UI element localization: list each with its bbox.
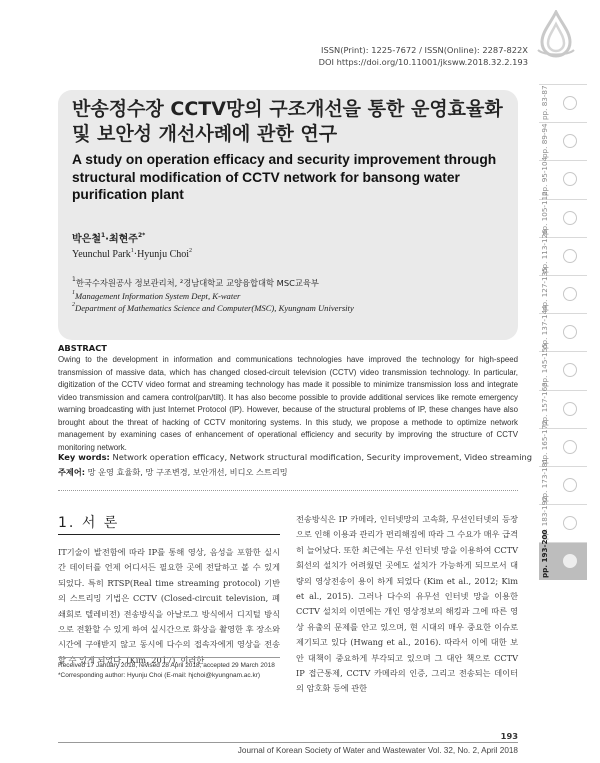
side-tab-label: pp. 165-172 [540,419,549,464]
circle-icon [563,478,577,492]
circle-icon [563,516,577,530]
circle-icon [563,134,577,148]
affiliation-korean: $^1$한국수자원공사 정보관리처, ²경남대학교 교양융합대학 MSC교육부 [72,276,319,288]
section-heading: 1. 서 론 [58,515,120,531]
side-page-tabs [539,84,587,580]
side-tab[interactable] [539,122,587,160]
side-tab-label: pp. 95-104 [540,157,549,197]
doi-line[interactable]: DOI https://doi.org/10.11001/jksww.2018.32.2.193 [318,57,528,67]
side-tab-label: pp. 113-126 [540,229,549,273]
circle-icon [563,211,577,225]
english-title: A study on operation efficacy and security improvement through structural modification of CCTV network for bansong water purification plant [72,152,497,202]
abstract-section [58,342,518,454]
authors-english: Yeunchul Park$^1$·Hyunju Choi$^2$ [72,248,193,260]
korean-title: 반송정수장 CCTV망의 구조개선을 통한 운영효율화 및 보안성 개선사례에 관한 연구 [72,98,503,145]
circle-icon [563,440,577,454]
keywords-korean: 주제어: 망 운영 효율화, 망 구조변경, 보안개선, 비디오 스트리밍 [58,467,288,477]
issn-doi-block [290,44,528,68]
side-tab-label: pp. 157-163 [540,381,549,426]
body-column-right [296,512,518,697]
circle-icon [563,554,577,568]
corresponding-author: *Corresponding author: Hyunju Choi (E-mail: hjchoi@kyungnam.ac.kr) [58,672,261,679]
side-tab-label: pp. 127-135 [540,267,549,311]
circle-icon [563,249,577,263]
circle-icon [563,287,577,301]
circle-icon [563,96,577,110]
received-dates: Received 17 January 2018, revised 28 April 2018, accepted 29 March 2018 [58,662,275,669]
body-paragraph-left: IT기술이 발전함에 따라 IP를 통해 영상, 음성을 포함한 실시간 데이터를 언제 어디서든 필요한 곳에 전달하고 볼 수 있게 되었다. 특히 RTSP(Real time streaming protocol) 기반의 스트리밍 기법은 CCTV (Closed-circuit television, 폐쇄회로 텔레비전) 전송방식을 아날로그 방식에서 디지털 방식으로 전환할 수 있게 하여 실시간으로 화상을 촬영한 후 장소와 시간에 구애받지 않고 동시에 다수의 접속자에게 영상을 전송할 수 있게 되었다. (Kim, 2017). 이러한 [58,547,280,665]
side-tab-label: pp. 173-181 [540,458,549,502]
affiliation-2: $^2$Department of Mathematics Science and Computer(MSC), Kyungnam University [72,302,354,314]
abstract-divider [58,490,518,491]
side-tab-label: pp. 83-87 [540,85,549,120]
affiliation-1: $^1$Management Information System Dept, K-water [72,289,241,301]
abstract-body: Owing to the development in information and communications technologies have improved the technology for high-speed transmission of massive data, which has changed closed-circuit television (CCTV) video transmission technology. In particular, digitization of the CCTV video format and streaming technology has made it possible to minimize transmission loss and integrate video transmission and camera control(pan/tilt). It has also become possible to provide additional services like remote emergency warning broadcasting with just Internet Protocol (IP). However, because of the structural problems of IP, these changes have also brought about the threat of hacking of CCTV monitoring systems. In this study, we propose a methode to optimize network management by examining cases of enhancement of operational efficiency and security by improving the structure of CCTV monitoring network. [58,355,518,452]
circle-icon [563,172,577,186]
side-tab-label: pp. 105-112 [540,190,549,235]
footnote-rule [58,657,280,658]
side-tab[interactable] [539,84,587,122]
circle-icon [563,402,577,416]
page-number: 193 [500,731,518,741]
side-tab-label: pp. 89-94 [540,123,549,159]
side-tab-label: pp. 137-144 [540,305,549,350]
affiliations [72,277,512,315]
side-tab-label: pp. 183-192 [540,496,549,541]
circle-icon [563,325,577,339]
footnote [58,661,283,681]
journal-logo-icon [534,10,578,58]
circle-icon [563,363,577,377]
section-rule [58,534,280,535]
keywords-english: Key words: Network operation efficacy, Network structural modification, Security improvement, Video streaming [58,452,533,462]
footer-rule [58,742,518,743]
body-paragraph-right: 전송방식은 IP 카메라, 인터넷망의 고속화, 무선인터넷의 등장으로 인해 이용과 관리가 편리해짐에 따라 그 수요가 매우 급격히 늘어났다. 또한 최근에는 무선 인터넷 망을 이용하여 CCTV 회선의 설치가 어려웠던 곳에도 설치가 가능하게 되므로서 대량의 영상전송이 용이 하게 되었다 (Kim et al., 2012; Kim et al., 2015). 그러나 다수의 유무선 인터넷 망을 이용한 CCTV 설치의 이면에는 개인 영상정보의 해킹과 그에 따른 영상 유출의 문제를 안고 있으며, 현 시대의 매우 중요한 이슈로 제기되고 있다 (Hwang et al., 2016). 따라서 이에 대한 보안 대책이 중요하게 부각되고 있으며 그 대안 책으로 CCTV IP 접근통제, CCTV 카메라의 인증, 그리고 전송되는 데이터의 암호화 등에 관한 [296,514,518,694]
side-tab-label: pp. 145-155 [540,343,549,388]
authors-korean: 박은철$^1$·최현주$^{2*}$ [72,232,146,245]
issn-line: ISSN(Print): 1225-7672 / ISSN(Online): 2287-822X [321,45,528,55]
body-column-left [58,545,280,668]
abstract-heading: ABSTRACT [58,343,107,353]
side-tab[interactable] [539,529,587,580]
journal-footer: Journal of Korean Society of Water and Wastewater Vol. 32, No. 2, April 2018 [237,746,518,755]
side-tab-label: pp. 193-200 [540,529,549,579]
